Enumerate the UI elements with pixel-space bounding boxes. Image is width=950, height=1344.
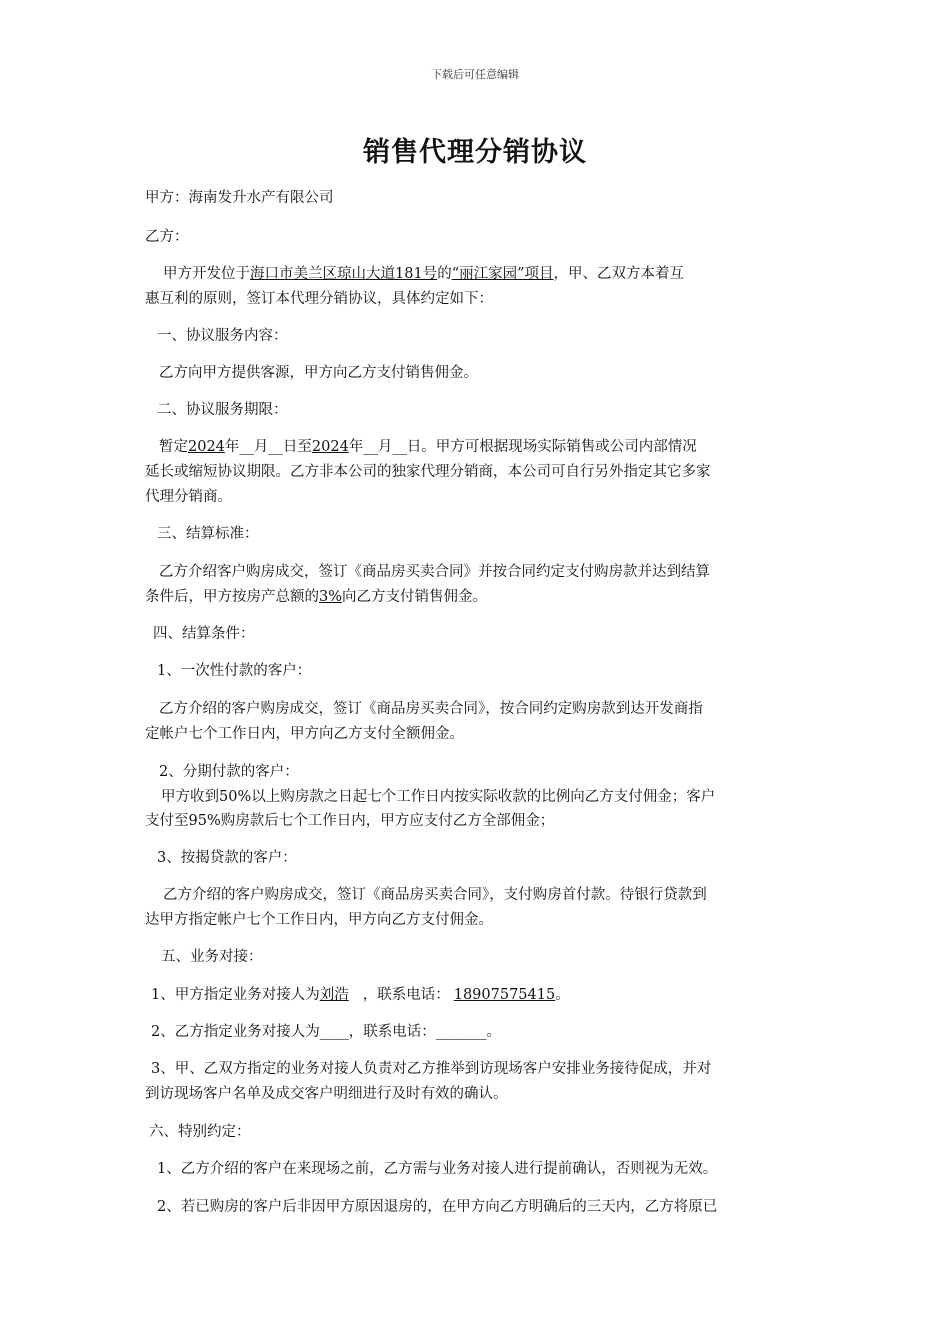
condition-3-line-2: 达甲方指定帐户七个工作日内，甲方向乙方支付佣金。 xyxy=(145,912,493,928)
section-5-heading: 五、业务对接： xyxy=(161,949,263,965)
section-2-line-1: 暂定2024年__月__日至2024年__月__日。甲方可根据现场实际销售或公司内部情况 xyxy=(159,439,697,455)
condition-3-line-1: 乙方介绍的客户购房成交，签订《商品房买卖合同》，支付购房首付款。待银行贷款到 xyxy=(163,887,707,903)
section-1-heading: 一、协议服务内容： xyxy=(157,328,288,344)
party-b: 乙方： xyxy=(145,229,189,245)
section-2-line-2: 延长或缩短协议期限。乙方非本公司的独家代理分销商，本公司可自行另外指定其它多家 xyxy=(145,464,711,480)
contact-2: 2、乙方指定业务对接人为____，联系电话：_______。 xyxy=(151,1024,501,1040)
section-4-heading: 四、结算条件： xyxy=(153,626,255,642)
page-title: 销售代理分销协议 xyxy=(363,137,587,168)
condition-3-heading: 3、按揭贷款的客户： xyxy=(157,850,297,866)
section-3-line-2: 条件后，甲方按房产总额的3%向乙方支付销售佣金。 xyxy=(145,589,488,605)
special-1: 1、乙方介绍的客户在来现场之前，乙方需与业务对接人进行提前确认，否则视为无效。 xyxy=(157,1161,718,1177)
contact-a-name: 刘浩 xyxy=(319,987,349,1003)
condition-2-line-1: 甲方收到50%以上购房款之日起七个工作日内按实际收款的比例向乙方支付佣金；客户 xyxy=(161,789,716,805)
intro-line-2: 惠互利的原则，签订本代理分销协议，具体约定如下： xyxy=(145,291,493,307)
contact-3-line-2: 到访现场客户名单及成交客户明细进行及时有效的确认。 xyxy=(145,1086,508,1102)
section-6-heading: 六、特别约定： xyxy=(149,1124,251,1140)
contact-a-phone: 18907575415 xyxy=(453,987,556,1003)
project-address: 海口市美兰区琼山大道181号 xyxy=(250,266,438,282)
condition-1-line-1: 乙方介绍的客户购房成交，签订《商品房买卖合同》，按合同约定购房款到达开发商指 xyxy=(159,701,703,717)
condition-2-heading: 2、分期付款的客户： xyxy=(159,764,299,780)
condition-2-line-2: 支付至95%购房款后七个工作日内，甲方应支付乙方全部佣金； xyxy=(145,813,555,829)
contact-3-line-1: 3、甲、乙双方指定的业务对接人负责对乙方推举到访现场客户安排业务接待促成，并对 xyxy=(151,1061,712,1077)
section-3-line-1: 乙方介绍客户购房成交，签订《商品房买卖合同》并按合同约定支付购房款并达到结算 xyxy=(159,564,710,580)
end-year: 2024 xyxy=(311,439,349,455)
special-2: 2、若已购房的客户后非因甲方原因退房的，在甲方向乙方明确后的三天内，乙方将原已 xyxy=(157,1199,718,1215)
party-a: 甲方：海南发升水产有限公司 xyxy=(145,190,334,206)
start-year: 2024 xyxy=(188,439,225,455)
section-2-line-3: 代理分销商。 xyxy=(145,489,232,505)
section-3-heading: 三、结算标准： xyxy=(157,526,259,542)
section-1-body: 乙方向甲方提供客源，甲方向乙方支付销售佣金。 xyxy=(159,365,478,381)
project-name: “丽江家园”项目 xyxy=(451,266,554,282)
section-2-heading: 二、协议服务期限： xyxy=(157,402,288,418)
condition-1-line-2: 定帐户七个工作日内，甲方向乙方支付全额佣金。 xyxy=(145,726,464,742)
contact-1: 1、甲方指定业务对接人为刘浩 ，联系电话： 18907575415。 xyxy=(151,987,570,1003)
condition-1-heading: 1、一次性付款的客户： xyxy=(157,663,312,679)
page-header: 下载后可任意编辑 xyxy=(431,68,519,81)
commission-rate: 3% xyxy=(319,589,343,605)
intro-line-1: 甲方开发位于海口市美兰区琼山大道181号的“丽江家园”项目，甲、乙双方本着互 xyxy=(163,266,685,282)
